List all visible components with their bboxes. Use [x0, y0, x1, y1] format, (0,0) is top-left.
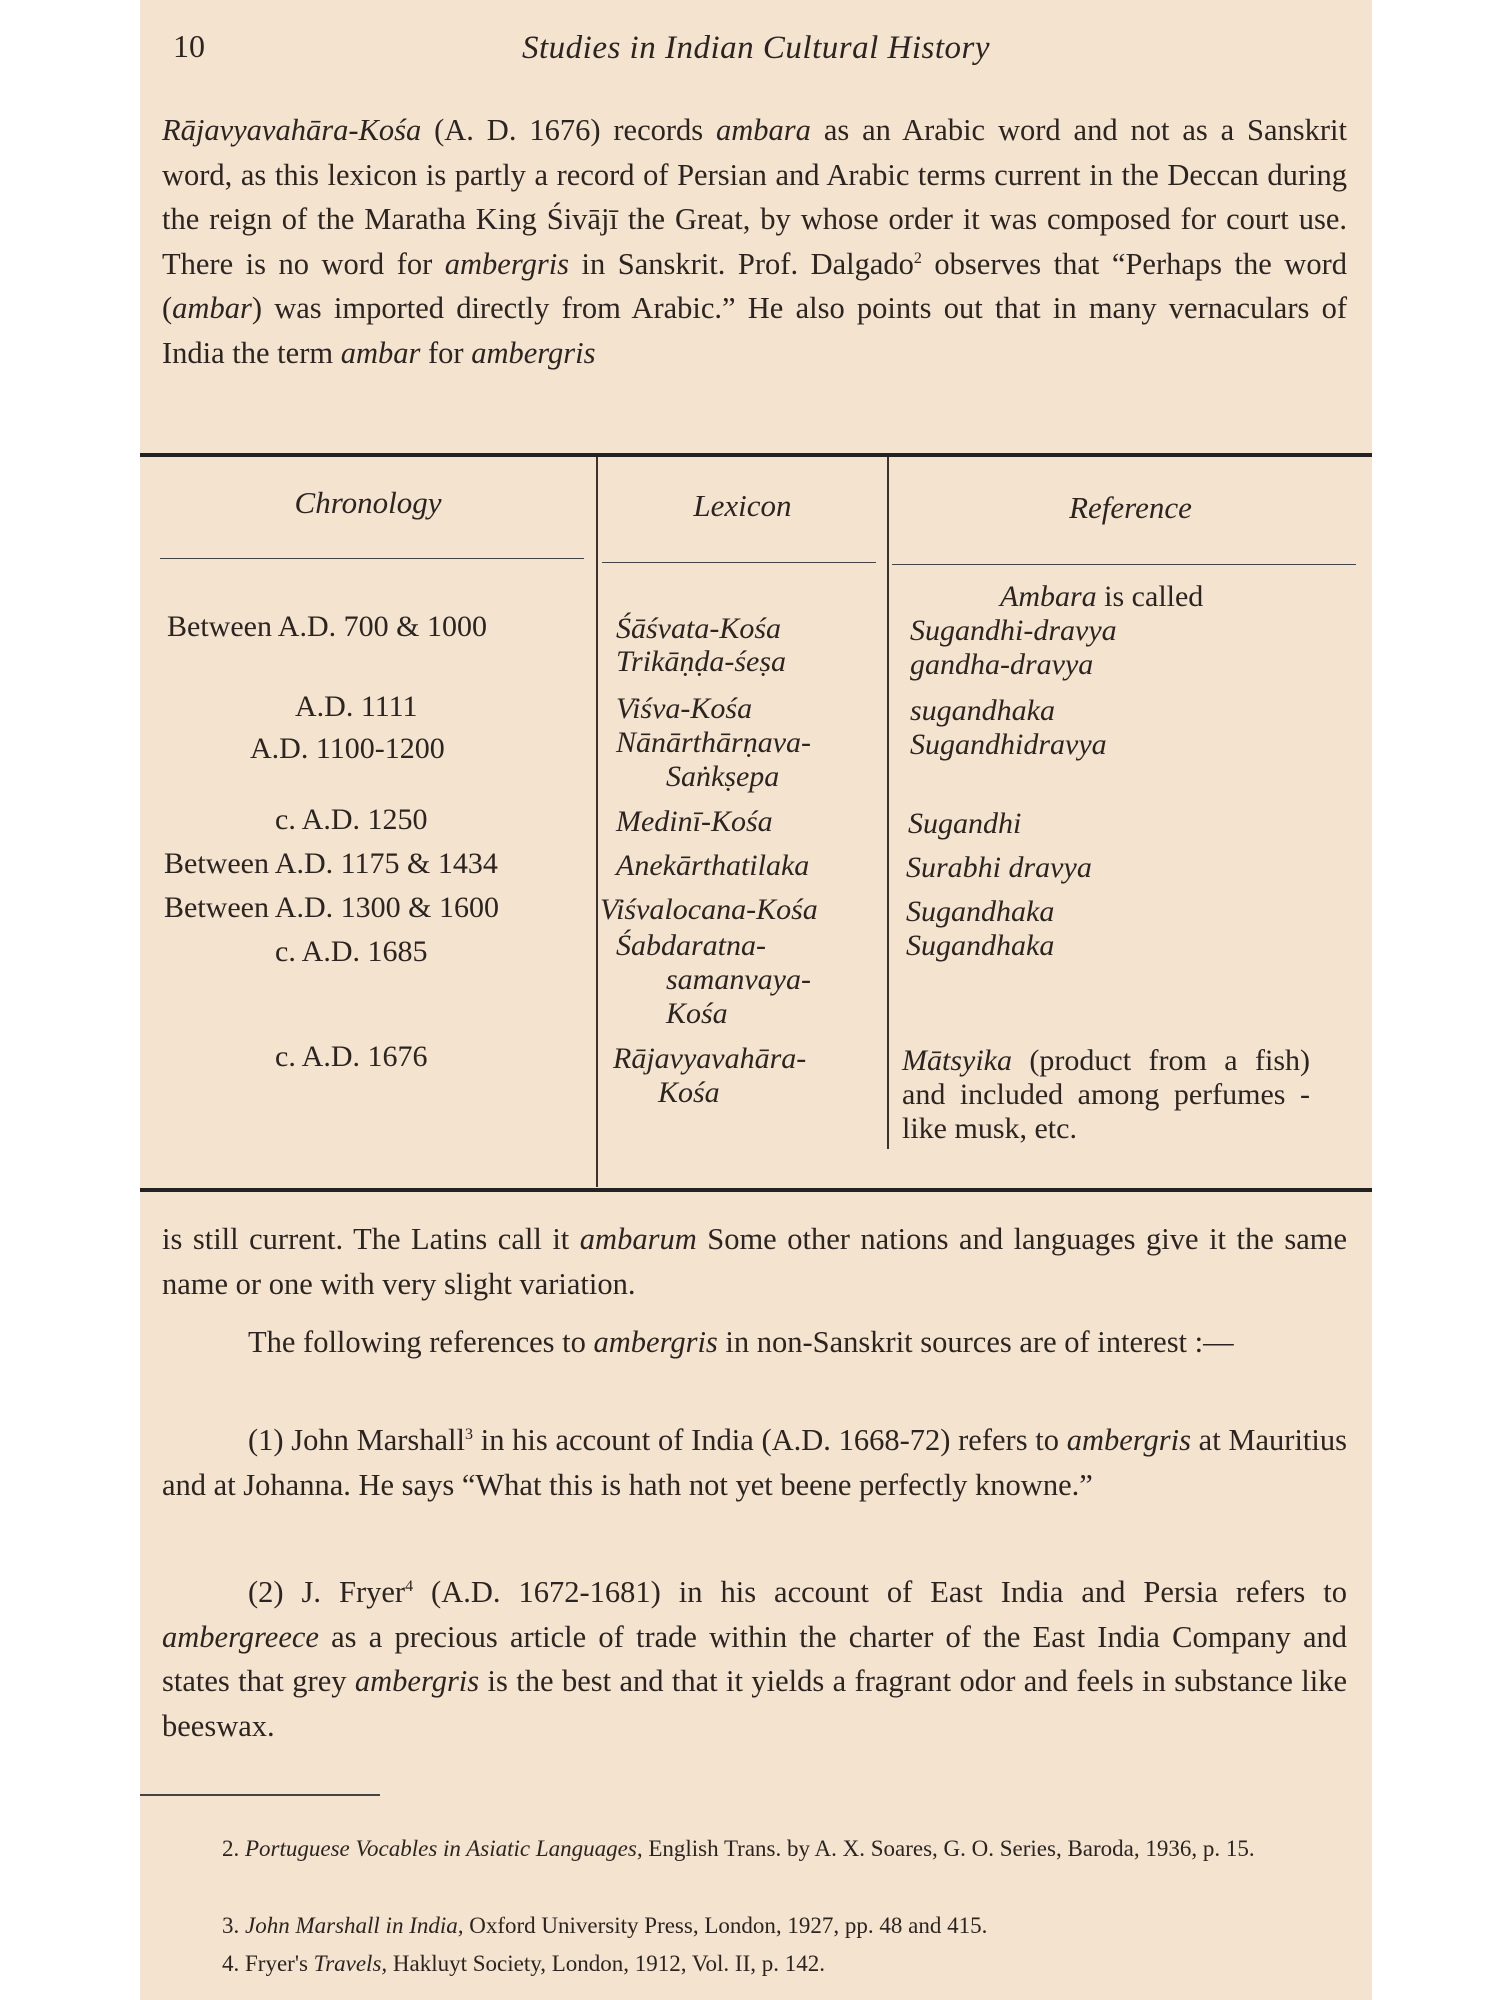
table-row-4-lexicon-cont: Saṅkṣepa	[666, 760, 780, 793]
table-row-3-reference: sugandhaka	[910, 694, 1055, 727]
paragraph-rajavyavahara: Rājavyavahāra-Kośa (A. D. 1676) records ambara as an Arabic word and not as a Sanskrit word, as this lexicon is partly a record of Persian and Arabic terms current in the Deccan during the reign of the Maratha King Śivājī the Great, by whose order it was composed for court use. There is no word for ambergris in Sanskrit. Prof. Dalgado$^2$ observes that “Perhaps the word (ambar) was imported directly from Arabic.” He also points out that in many vernaculars of India the term ambar for ambergris	[162, 113, 1348, 370]
column-divider-2	[887, 457, 889, 1149]
running-title: Studies in Indian Cultural History	[521, 30, 990, 66]
header-rule-reference	[892, 564, 1356, 565]
table-row-9-lexicon: Rājavyavahāra-	[613, 1042, 807, 1075]
table-row-7-chronology: Between A.D. 1300 & 1600	[164, 891, 499, 924]
table-row-3-chronology: A.D. 1111	[295, 690, 418, 723]
table-row-8-chronology: c. A.D. 1685	[275, 935, 428, 968]
table-row-3-lexicon: Viśva-Kośa	[616, 692, 753, 725]
table-row-5-lexicon: Medinī-Kośa	[616, 805, 773, 838]
table-row-1-reference: Sugandhi-dravya	[910, 614, 1117, 647]
footnote-2: 2. Portuguese Vocables in Asiatic Languages, English Trans. by A. X. Soares, G. O. Series, Baroda, 1936, p. 15.	[222, 1836, 1255, 1861]
table-top-rule	[140, 453, 1372, 457]
table-row-1-chronology: Between A.D. 700 & 1000	[167, 610, 487, 643]
paragraph-fryer: (2) J. Fryer$^4$ (A.D. 1672-1681) in his account of East India and Persia refers to ambergreece as a precious article of trade within the charter of the East India Company and states that grey ambergris is the best and that it yields a fragrant odor and feels in substance like beeswax.	[162, 1575, 1347, 1743]
paragraph-still-current: is still current. The Latins call it ambarum Some other nations and languages give it the same name or one with very slight variation.	[162, 1222, 1347, 1301]
table-row-2-reference: gandha-dravya	[910, 648, 1094, 681]
page-number: 10	[173, 28, 205, 64]
table-row-6-lexicon: Anekārthatilaka	[616, 849, 810, 882]
footnote-3: 3. John Marshall in India, Oxford University Press, London, 1927, pp. 48 and 415.	[222, 1913, 988, 1938]
table-row-6-chronology: Between A.D. 1175 & 1434	[164, 847, 498, 880]
table-row-8-reference: Sugandhaka	[906, 929, 1055, 962]
header-rule-lexicon	[602, 562, 876, 563]
footnote-4: 4. Fryer's Travels, Hakluyt Society, London, 1912, Vol. II, p. 142.	[222, 1951, 825, 1976]
table-row-7-reference: Sugandhaka	[906, 895, 1055, 928]
header-chronology: Chronology	[294, 485, 442, 520]
header-rule-chronology	[160, 558, 584, 559]
table-row-6-reference: Surabhi dravya	[906, 851, 1092, 884]
header-reference: Reference	[1069, 490, 1192, 525]
table-row-5-reference: Sugandhi	[908, 807, 1022, 840]
footnote-ref-2: 2	[913, 249, 922, 267]
table-row-9-chronology: c. A.D. 1676	[275, 1040, 428, 1073]
paragraph-john-marshall: (1) John Marshall$^3$ in his account of India (A.D. 1668-72) refers to ambergris at Mauritius and at Johanna. He says “What this is hath not yet beene perfectly knowne.”	[162, 1423, 1347, 1502]
table-row-9-reference: Mātsyika (product from a fish) and included among perfumes - like musk, etc.	[902, 1044, 1310, 1145]
table-row-1-lexicon: Śāśvata-Kośa	[616, 612, 781, 645]
table-row-8-lexicon-cont: samanvaya-	[666, 963, 811, 996]
table-bottom-rule	[140, 1188, 1372, 1192]
table-row-8-lexicon-cont2: Kośa	[666, 997, 728, 1030]
footnote-ref-4: 4	[405, 1577, 414, 1595]
column-divider-1	[596, 457, 598, 1187]
book-page	[140, 0, 1372, 2000]
table-row-8-lexicon: Śabdaratna-	[616, 929, 766, 962]
footnote-ref-3: 3	[465, 1425, 474, 1443]
table-row-9-lexicon-cont: Kośa	[658, 1076, 720, 1109]
footnote-rule	[140, 1794, 380, 1796]
header-lexicon: Lexicon	[693, 488, 792, 523]
table-row-7-lexicon: Viśvalocana-Kośa	[600, 893, 818, 926]
table-row-4-lexicon: Nānārthārṇava-	[616, 726, 811, 759]
table-row-2-lexicon: Trikāṇḍa-śeṣa	[616, 645, 787, 678]
table-row-4-chronology: A.D. 1100-1200	[250, 732, 445, 765]
table-row-4-reference: Sugandhidravya	[910, 728, 1107, 761]
paragraph-references-intro: The following references to ambergris in non-Sanskrit sources are of interest :—	[248, 1325, 1234, 1359]
ambara-note: Ambara is called	[1000, 580, 1204, 613]
table-row-5-chronology: c. A.D. 1250	[275, 803, 428, 836]
